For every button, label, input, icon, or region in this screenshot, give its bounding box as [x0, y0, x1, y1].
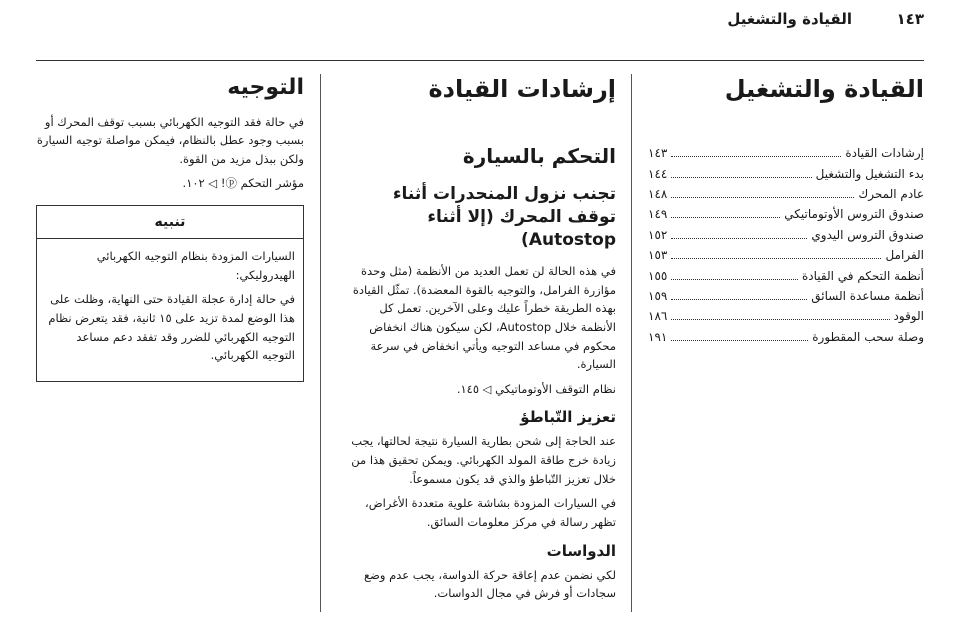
toc-entry[interactable] — [648, 204, 924, 224]
body-paragraph: لكي نضمن عدم إعاقة حركة الدواسة، يجب عدم وضع سجادات أو فرش في مجال الدواسات. — [364, 567, 616, 601]
header-divider — [36, 60, 924, 61]
toc-entry-label: أنظمة مساعدة السائق — [811, 288, 924, 303]
toc-entry[interactable] — [648, 143, 924, 163]
toc-entry-label: الفرامل — [885, 248, 924, 263]
toc-entry-page: ١٥٩ — [648, 288, 668, 303]
body-paragraph: عند الحاجة إلى شحن بطارية السيارة نتيجة لحالتها، يجب زيادة خرج طاقة المولد الكهربائي. ويمكن تحقيق هذا من خلال تعزيز التّباطؤ والذي قد يكون مسموعاً. — [351, 434, 616, 486]
section-title: إرشادات القيادة — [428, 75, 616, 103]
toc-entry[interactable] — [648, 164, 924, 184]
toc-entry-label: صندوق التروس الأوتوماتيكي — [784, 207, 924, 222]
toc-entry-page: ١٥٢ — [648, 227, 668, 242]
toc-entry-page: ١٥٣ — [648, 248, 668, 263]
running-title: القيادة والتشغيل — [727, 10, 852, 28]
body-paragraph: في حالة فقد التوجيه الكهربائي بسبب توقف المحرك أو بسبب وجود عطل بالنظام، فيمكن مواصلة توجيه السيارة ولكن ببذل مزيد من القوة. — [36, 114, 304, 166]
column-divider — [320, 74, 321, 612]
toc-entry[interactable] — [648, 225, 924, 245]
toc-entry[interactable] — [648, 245, 924, 265]
toc-entry-page: ١٩١ — [648, 329, 668, 344]
toc-entry[interactable] — [648, 286, 924, 306]
toc-entry-label: صندوق التروس اليدوي — [811, 227, 924, 242]
toc-entry[interactable] — [648, 306, 924, 326]
toc-entry-page: ١٤٣ — [648, 146, 668, 161]
toc-leader-dots — [671, 307, 889, 320]
toc-leader-dots — [671, 267, 798, 280]
toc-leader-dots — [671, 144, 841, 157]
toc-entry-label: إرشادات القيادة — [845, 146, 924, 161]
body-paragraph: في السيارات المزودة بشاشة علوية متعددة الأغراض، تظهر رسالة في مركز معلومات السائق. — [365, 496, 616, 529]
toc-entry-page: ١٤٩ — [648, 207, 668, 222]
toc-leader-dots — [671, 246, 881, 259]
toc-entry[interactable] — [648, 184, 924, 204]
notice-paragraph: السيارات المزودة بنظام التوجيه الكهربائي الهيدروليكي: — [96, 249, 295, 282]
page-header — [0, 0, 960, 48]
toc-leader-dots — [671, 185, 854, 198]
toc-entry-label: وصلة سحب المقطورة — [812, 329, 924, 344]
chapter-title: القيادة والتشغيل — [724, 75, 924, 103]
toc-leader-dots — [671, 328, 808, 341]
steering-column — [36, 74, 304, 382]
minor-heading: تعزيز التّباطؤ — [520, 408, 616, 427]
page-number: ١٤٣ — [896, 10, 924, 28]
toc-entry-label: بدء التشغيل والتشغيل — [815, 166, 924, 181]
toc-leader-dots — [671, 226, 807, 239]
notice-title: تنبيه — [37, 206, 303, 239]
column-divider — [631, 74, 632, 612]
minor-heading: الدواسات — [546, 541, 616, 560]
toc-entry[interactable] — [648, 266, 924, 286]
toc-entry-label: الوقود — [893, 309, 924, 324]
section-title: التوجيه — [227, 75, 304, 100]
toc-entry-page: ١٤٨ — [648, 186, 668, 201]
cross-reference: مؤشر التحكم ⓟ! ◁ ١٠٢. — [182, 176, 304, 191]
driving-hints-column — [344, 74, 616, 609]
subsection-heading: تجنب نزول المنحدرات أثناء توقف المحرك (إلا أثناء Autostop) — [392, 184, 616, 251]
toc-leader-dots — [671, 165, 811, 178]
section-heading: التحكم بالسيارة — [462, 144, 616, 169]
notice-body — [37, 239, 303, 381]
notice-paragraph: في حالة إدارة عجلة القيادة حتى النهاية، وظلت على هذا الوضع لمدة تزيد على ١٥ ثانية، فقد يتعرض نظام التوجيه الكهربائي للضرر وقد تفقد دعم مساعد التوجيه الكهربائي. — [48, 292, 295, 363]
toc-entry-page: ١٨٦ — [648, 309, 668, 324]
notice-box — [36, 205, 304, 382]
cross-reference: نظام التوقف الأوتوماتيكي ◁ ١٤٥. — [456, 381, 616, 396]
toc-entry-page: ١٥٥ — [648, 268, 668, 283]
toc-entry-page: ١٤٤ — [648, 166, 668, 181]
toc-leader-dots — [671, 205, 780, 218]
toc-entry-label: أنظمة التحكم في القيادة — [801, 268, 924, 283]
contents-column — [648, 74, 924, 347]
table-of-contents — [648, 143, 924, 347]
toc-leader-dots — [671, 287, 807, 300]
body-paragraph: في هذه الحالة لن تعمل العديد من الأنظمة (مثل وحدة مؤازرة الفرامل، والتوجيه بالقوة المعضدة). تمثّل القيادة بهذه الطريقة خطراً عليك وعلى الآخرين. تعمل كل الأنظمة خلال Autostop، لكن سيكون هناك انخفاض محكوم في مساعد التوجيه ويأتي انخفاض في سرعة السيارة. — [352, 264, 616, 372]
toc-entry-label: عادم المحرك — [858, 186, 924, 201]
toc-entry[interactable] — [648, 327, 924, 347]
